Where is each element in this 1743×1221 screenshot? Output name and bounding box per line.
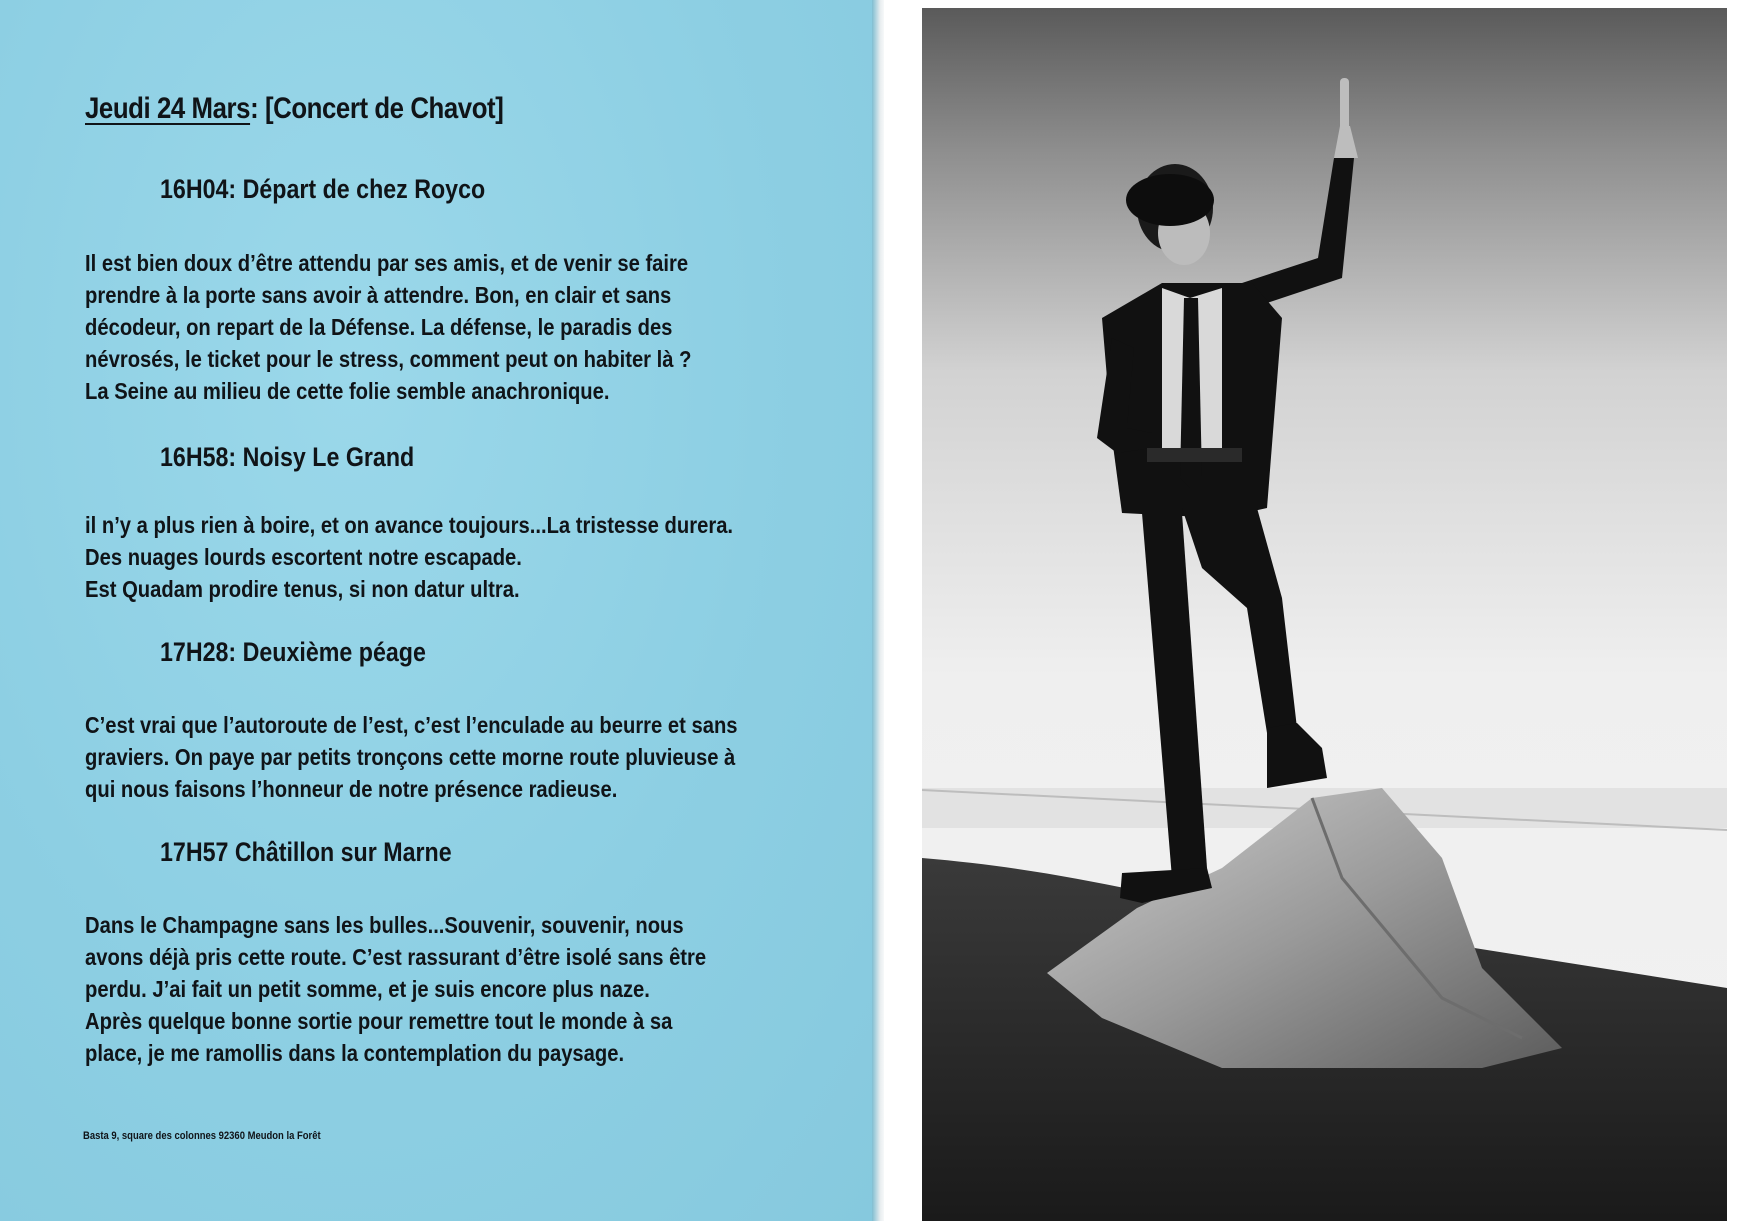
text-line: Est Quadam prodire tenus, si non datur ultra. (85, 576, 520, 602)
headline-event: [Concert de Chavot] (264, 92, 504, 125)
section-text-3 (85, 709, 738, 805)
headline-date: Jeudi 24 Mars (85, 92, 251, 125)
photo-man-on-rock-icon (922, 8, 1727, 1221)
text-line: C’est vrai que l’autoroute de l’est, c’est l’enculade au beurre et sans (85, 712, 738, 738)
text-line: qui nous faisons l’honneur de notre présence radieuse. (85, 776, 618, 802)
text-line: décodeur, on repart de la Défense. La défense, le paradis des (85, 314, 673, 340)
text-line: Après quelque bonne sortie pour remettre tout le monde à sa (85, 1008, 673, 1034)
section-text-2 (85, 509, 733, 605)
text-line: prendre à la porte sans avoir à attendre. Bon, en clair et sans (85, 282, 672, 308)
section-text-4 (85, 909, 706, 1069)
text-line: Des nuages lourds escortent notre escapade. (85, 544, 522, 570)
footer-address: Basta 9, square des colonnes 92360 Meudon la Forêt (83, 1130, 321, 1142)
text-line: Il est bien doux d’être attendu par ses amis, et de venir se faire (85, 250, 689, 276)
section-heading-3: 17H28: Deuxième péage (160, 637, 426, 667)
headline-separator: : (250, 92, 259, 125)
text-line: il n’y a plus rien à boire, et on avance toujours...La tristesse durera. (85, 512, 734, 538)
text-line: La Seine au milieu de cette folie semble anachronique. (85, 378, 610, 404)
page-headline (85, 92, 503, 126)
text-line: perdu. J’ai fait un petit somme, et je suis encore plus naze. (85, 976, 650, 1002)
section-heading-4: 17H57 Châtillon sur Marne (160, 837, 452, 867)
section-heading-2: 16H58: Noisy Le Grand (160, 442, 415, 472)
text-line: névrosés, le ticket pour le stress, comment peut on habiter là ? (85, 346, 692, 372)
text-line: Dans le Champagne sans les bulles...Souvenir, souvenir, nous (85, 912, 684, 938)
text-line: avons déjà pris cette route. C’est rassurant d’être isolé sans être (85, 944, 707, 970)
text-line: graviers. On paye par petits tronçons cette morne route pluvieuse à (85, 744, 736, 770)
section-text-1 (85, 247, 691, 407)
section-heading-1: 16H04: Départ de chez Royco (160, 174, 486, 204)
text-line: place, je me ramollis dans la contemplation du paysage. (85, 1040, 625, 1066)
right-page (884, 0, 1743, 1221)
